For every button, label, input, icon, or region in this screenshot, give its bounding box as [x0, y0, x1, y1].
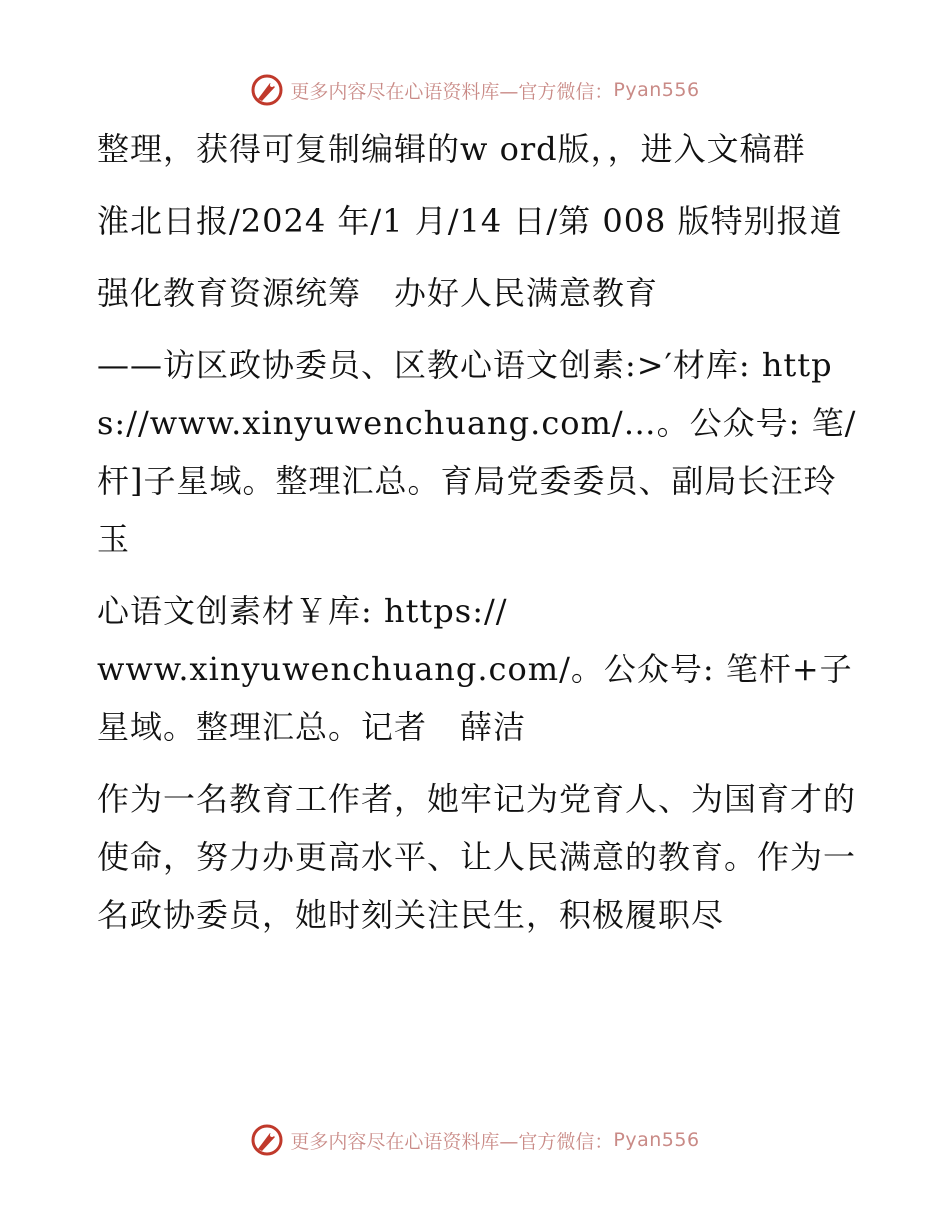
- header-banner-text: 更多内容尽在心语资料库—官方微信：: [290, 80, 614, 103]
- header-banner: [0, 70, 950, 110]
- footer-banner: [0, 1120, 950, 1160]
- paragraph-body: 作为一名教育工作者，她牢记为党育人、为国育才的使命，努力办更高水平、让人民满意的教育。作为一名政协委员，她时刻关注民生，积极履职尽: [97, 780, 857, 934]
- article-subtitle: ——访区政协委员、区教心语文创素:>′材库: https://www.xinyuwenchuang.com/…。公众号: 笔/杆]子星域。整理汇总。育局党委委员、副局长汪玲玉: [97, 346, 857, 558]
- paragraph-reporter: 心语文创素材￥库: https:// www.xinyuwenchuang.com/。公众号: 笔杆+子星域。整理汇总。记者 薛洁: [97, 592, 853, 746]
- pen-nib-logo-icon: [250, 1123, 284, 1157]
- header-banner-contact: Pyan556: [613, 79, 700, 101]
- document-body: [97, 120, 857, 944]
- footer-banner-contact: Pyan556: [613, 1129, 700, 1151]
- footer-banner-text: 更多内容尽在心语资料库—官方微信：: [290, 1130, 614, 1153]
- paragraph-source: 淮北日报/2024 年/1 月/14 日/第 008 版特别报道: [97, 202, 843, 240]
- paragraph-intro: 整理，获得可复制编辑的w ord版，，进入文稿群: [97, 130, 806, 168]
- article-title: 强化教育资源统筹 办好人民满意教育: [97, 274, 659, 312]
- pen-nib-logo-icon: [250, 73, 284, 107]
